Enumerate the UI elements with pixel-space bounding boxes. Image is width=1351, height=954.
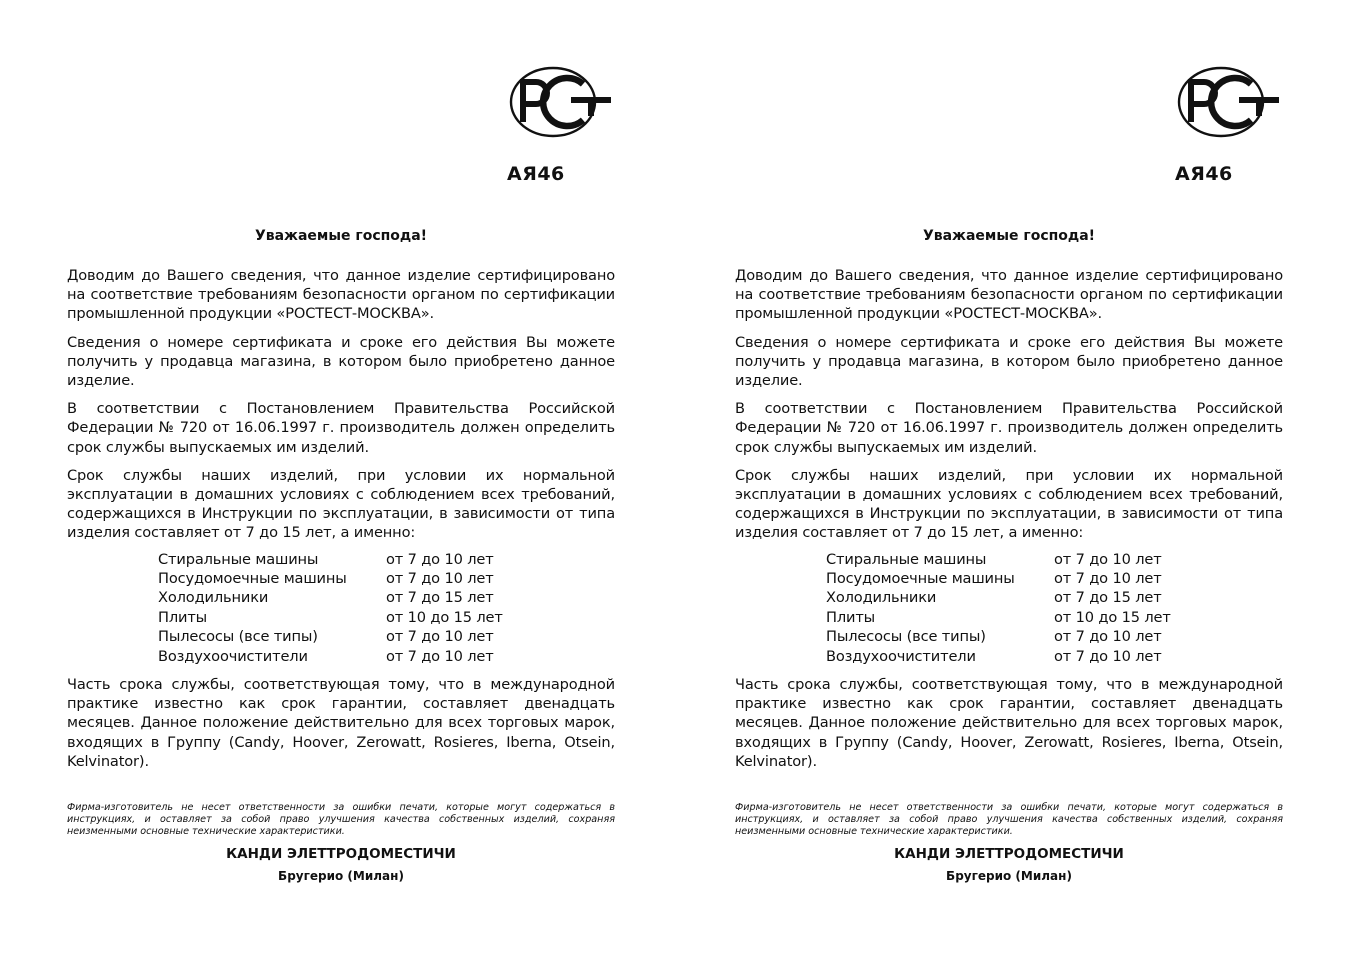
certificate-body [67, 266, 615, 780]
service-term: от 7 до 10 лет [1054, 550, 1162, 568]
greeting-heading: Уважаемые господа! [922, 228, 1096, 244]
product-name: Плиты [158, 608, 208, 626]
table-row [826, 550, 1171, 569]
service-term: от 10 до 15 лет [1054, 608, 1171, 626]
product-name: Воздухоочистители [158, 647, 308, 665]
service-term: от 7 до 10 лет [386, 647, 494, 665]
service-term: от 7 до 10 лет [386, 628, 494, 646]
service-term: от 10 до 15 лет [386, 608, 503, 626]
product-name: Стиральные машины [826, 550, 987, 568]
table-row [158, 569, 503, 588]
rst-certification-mark-icon [509, 66, 615, 138]
product-name: Плиты [826, 608, 876, 626]
table-row [158, 550, 503, 569]
document-page-right [735, 0, 1283, 954]
product-name: Пылесосы (все типы) [158, 628, 318, 646]
product-name: Холодильники [826, 589, 937, 607]
closing-paragraph: Часть срока службы, соответствующая тому, что в международной практике известно как срок гарантии, составляет двенадцать месяцев. Данное положение действительно для всех торговых марок, входящих в Группу (Candy, Hoover, Zerowatt, Rosieres, Iberna, Otsein, Kelvinator). [735, 676, 1283, 770]
paragraph: Сведения о номере сертификата и сроке его действия Вы можете получить у продавца магазина, в котором было приобретено данное изделие. [735, 333, 1283, 390]
table-row [158, 588, 503, 607]
disclaimer-note: Фирма-изготовитель не несет ответственности за ошибки печати, которые могут содержаться в инструкциях, и оставляет за собой право улучшения качества собственных изделий, сохраняя неизменными основные технические характеристики. [735, 802, 1283, 838]
service-term: от 7 до 10 лет [1054, 570, 1162, 588]
disclaimer-note: Фирма-изготовитель не несет ответственности за ошибки печати, которые могут содержаться в инструкциях, и оставляет за собой право улучшения качества собственных изделий, сохраняя неизменными основные технические характеристики. [67, 802, 615, 838]
rst-certification-mark-icon [1177, 66, 1283, 138]
product-name: Посудомоечные машины [826, 570, 1015, 588]
table-row [826, 569, 1171, 588]
service-term: от 7 до 15 лет [1054, 589, 1162, 607]
table-row [158, 608, 503, 627]
table-row [158, 627, 503, 646]
service-term: от 7 до 10 лет [386, 550, 494, 568]
paragraph: Сведения о номере сертификата и сроке его действия Вы можете получить у продавца магазина, в котором было приобретено данное изделие. [67, 333, 615, 390]
service-term: от 7 до 10 лет [386, 570, 494, 588]
certificate-code: АЯ46 [507, 163, 565, 185]
table-row [826, 627, 1171, 646]
table-row [826, 608, 1171, 627]
paragraph: В соответствии с Постановлением Правительства Российской Федерации № 720 от 16.06.1997 г. производитель должен определить срок службы выпускаемых им изделий. [67, 400, 615, 456]
product-name: Холодильники [158, 589, 269, 607]
product-name: Воздухоочистители [826, 647, 976, 665]
product-name: Пылесосы (все типы) [826, 628, 986, 646]
company-name: КАНДИ ЭЛЕТТРОДОМЕСТИЧИ [894, 846, 1124, 862]
paragraph: В соответствии с Постановлением Правительства Российской Федерации № 720 от 16.06.1997 г. производитель должен определить срок службы выпускаемых им изделий. [735, 400, 1283, 456]
product-name: Посудомоечные машины [158, 570, 347, 588]
service-life-table [826, 550, 1171, 666]
service-term: от 7 до 10 лет [1054, 628, 1162, 646]
table-row [826, 647, 1171, 666]
table-row [826, 588, 1171, 607]
paragraph: Доводим до Вашего сведения, что данное изделие сертифицировано на соответствие требованиям безопасности органом по сертификации промышленной продукции «РОСТЕСТ-МОСКВА». [67, 267, 615, 323]
certificate-body [735, 266, 1283, 780]
paragraph: Доводим до Вашего сведения, что данное изделие сертифицировано на соответствие требованиям безопасности органом по сертификации промышленной продукции «РОСТЕСТ-МОСКВА». [735, 267, 1283, 323]
company-location: Бругерио (Милан) [278, 869, 404, 883]
certificate-code: АЯ46 [1175, 163, 1233, 185]
service-life-table [158, 550, 503, 666]
document-page-left [67, 0, 615, 954]
service-term: от 7 до 15 лет [386, 589, 494, 607]
paragraph: Срок службы наших изделий, при условии их нормальной эксплуатации в домашних условиях с соблюдением всех требований, содержащихся в Инструкции по эксплуатации, в зависимости от типа изделия составляет от 7 до 15 лет, а именно: [735, 466, 1283, 542]
company-name: КАНДИ ЭЛЕТТРОДОМЕСТИЧИ [226, 846, 456, 862]
table-row [158, 647, 503, 666]
paragraph: Срок службы наших изделий, при условии их нормальной эксплуатации в домашних условиях с соблюдением всех требований, содержащихся в Инструкции по эксплуатации, в зависимости от типа изделия составляет от 7 до 15 лет, а именно: [67, 466, 615, 542]
closing-paragraph: Часть срока службы, соответствующая тому, что в международной практике известно как срок гарантии, составляет двенадцать месяцев. Данное положение действительно для всех торговых марок, входящих в Группу (Candy, Hoover, Zerowatt, Rosieres, Iberna, Otsein, Kelvinator). [67, 676, 615, 770]
company-location: Бругерио (Милан) [946, 869, 1072, 883]
service-term: от 7 до 10 лет [1054, 647, 1162, 665]
product-name: Стиральные машины [158, 550, 319, 568]
greeting-heading: Уважаемые господа! [254, 228, 428, 244]
